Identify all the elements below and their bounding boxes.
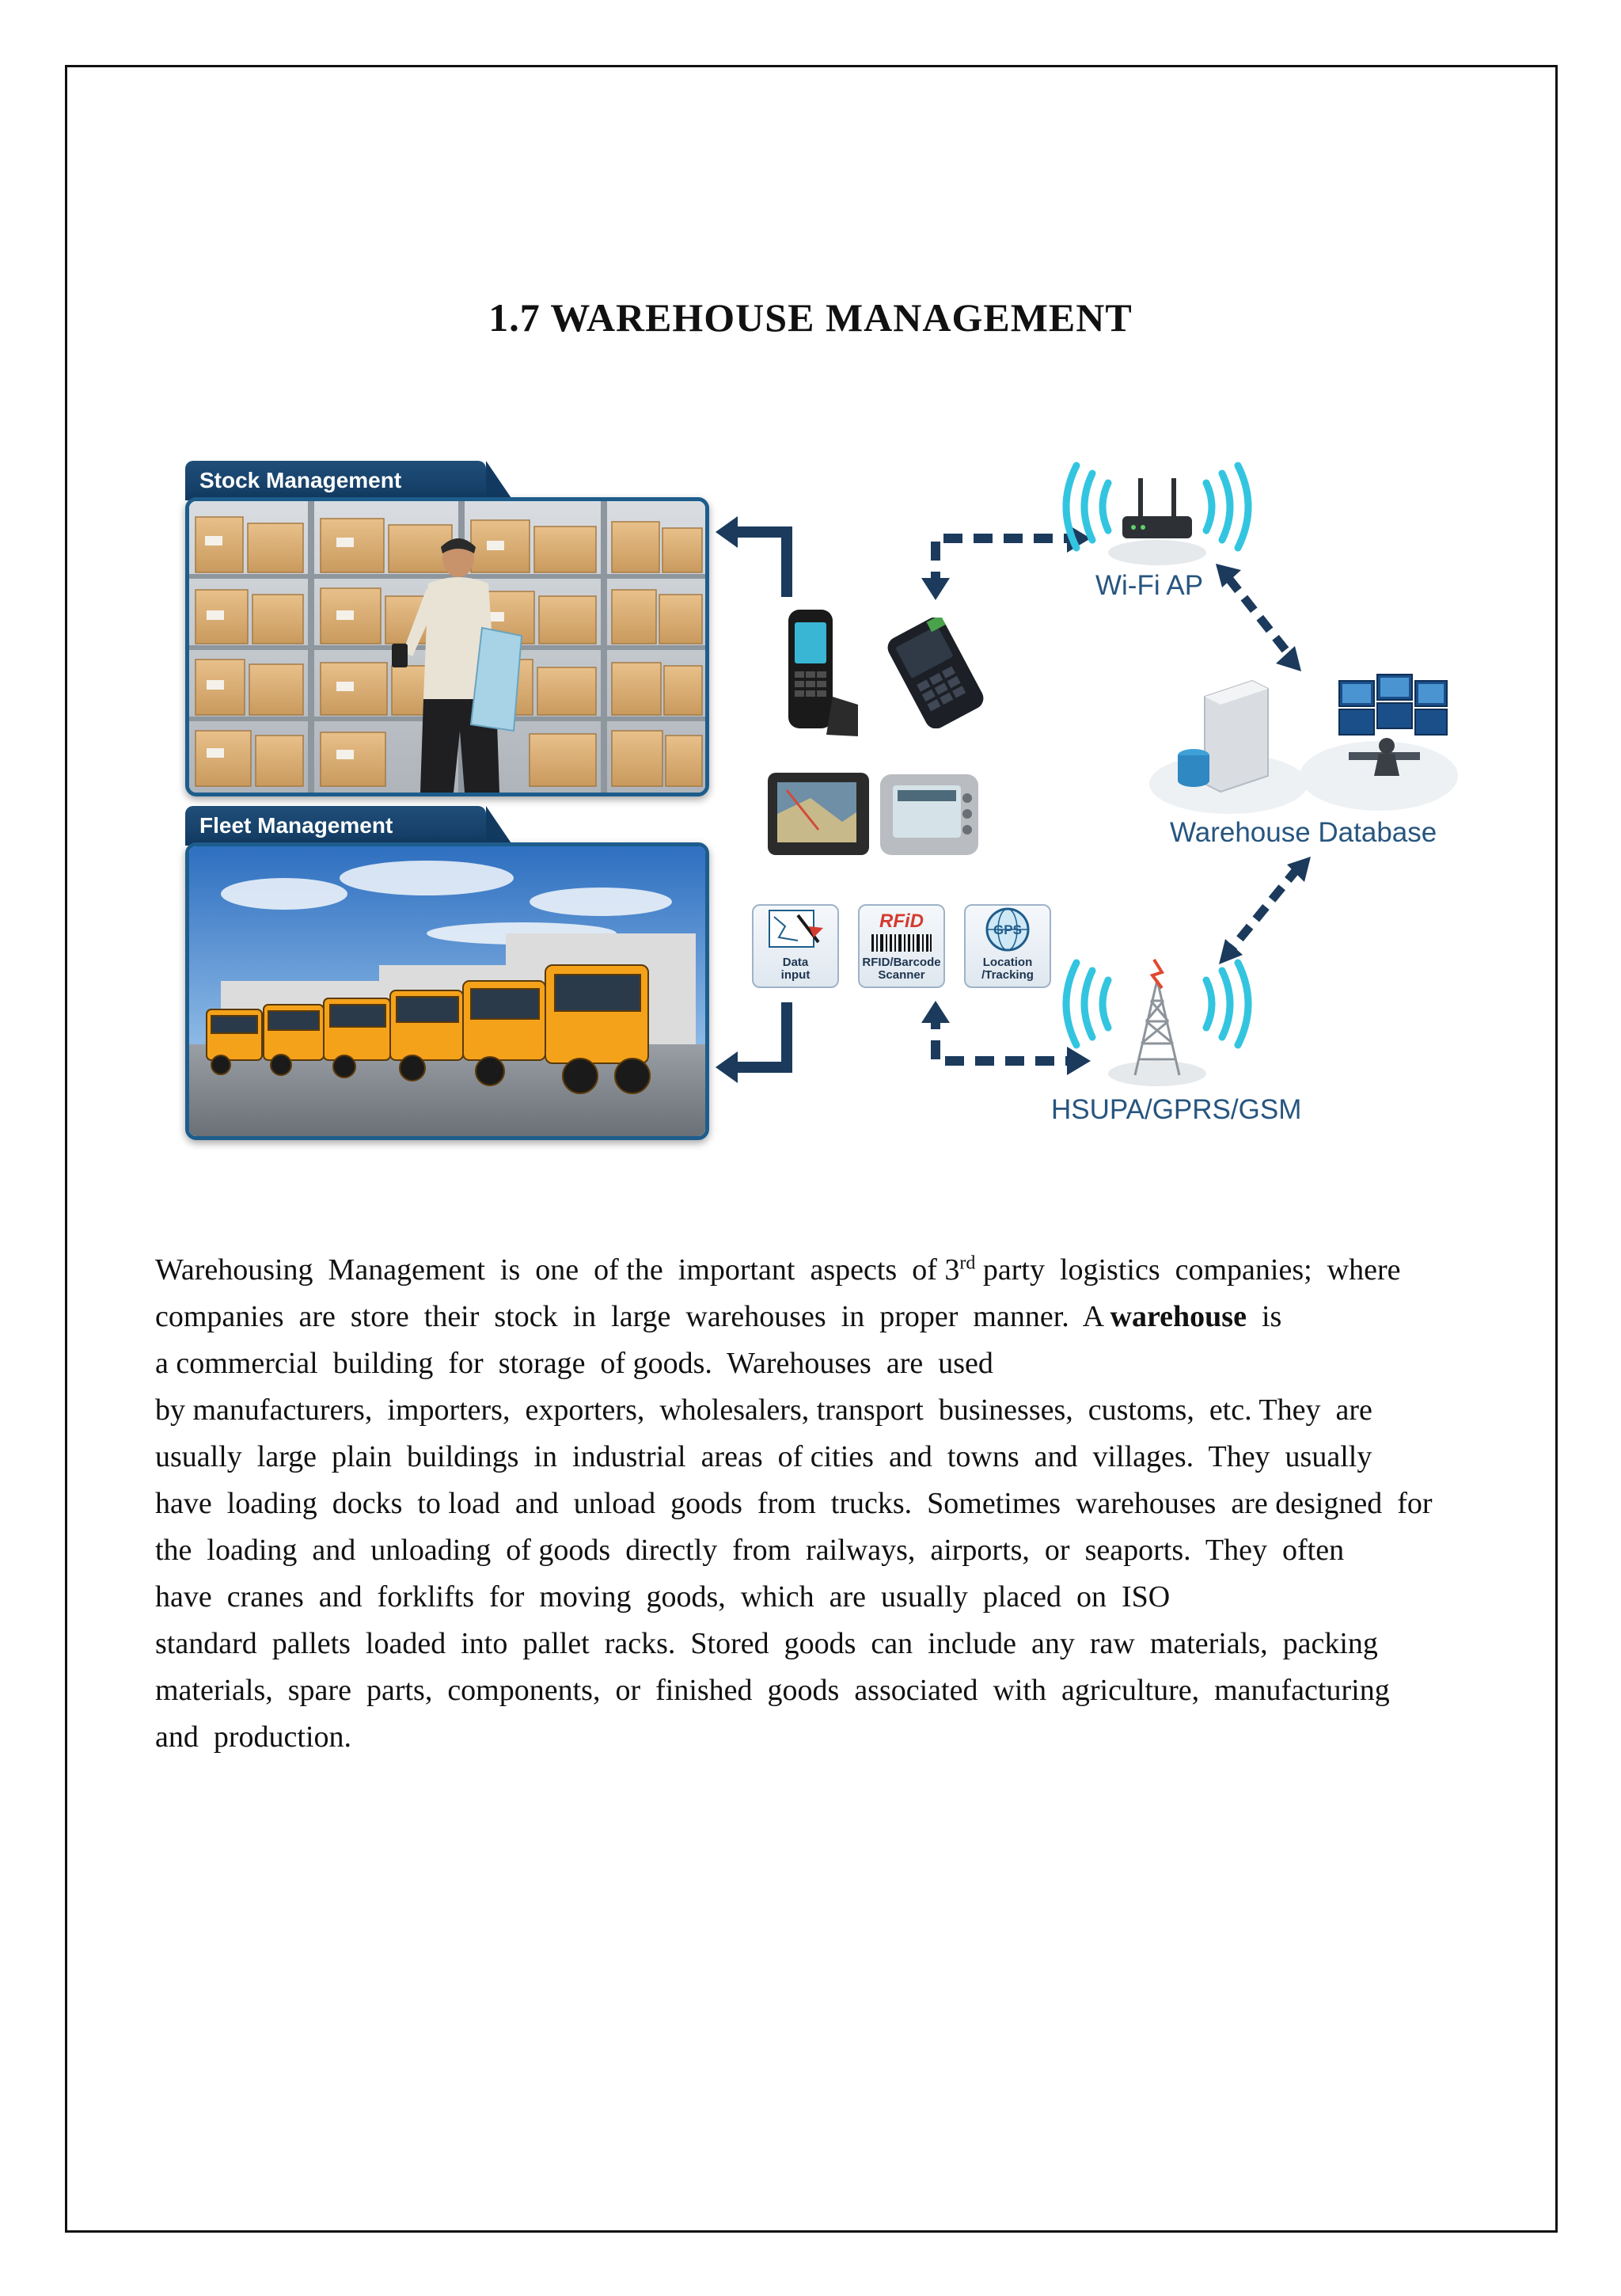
barcode-icon [870,933,933,953]
page-title: 1.7 WAREHOUSE MANAGEMENT [488,295,1133,340]
line-text: a commercial building for storage of goods. Warehouses are used [155,1347,993,1380]
wifi-router-icon [1062,451,1252,570]
line-text: companies are store their stock in large warehouses in proper manner. A [155,1300,1110,1333]
rfid-logo: RFiD [879,910,924,932]
line-text: the loading and unloading of goods directly from railways, airports, or seaports. They often [155,1534,1345,1567]
stock-management-photo [185,497,709,796]
line-text: and production. [155,1720,352,1754]
data-input-label: Data input [780,956,810,982]
location-tracking-tile [964,904,1051,988]
ordinal-superscript: rd [959,1253,976,1274]
paragraph-line [155,1247,1453,1294]
fleet-terminal-icon [874,766,985,861]
warehouse-database-icon [1141,657,1458,815]
warehouse-database-label: Warehouse Database [1170,817,1437,848]
line-text: is [1246,1300,1282,1333]
bold-term: warehouse [1110,1300,1247,1333]
trucks-illustration [189,846,705,1136]
wifi-ap-label: Wi-Fi AP [1095,570,1204,601]
stock-management-tab: Stock Management [185,461,486,500]
line-text: have cranes and forklifts for moving goods, which are usually placed on ISO [155,1580,1171,1614]
rfid-barcode-label: RFID/Barcode Scanner [862,956,941,982]
paragraph-line [155,1481,1453,1527]
data-input-icon [754,906,837,956]
gps-logo: GPS [993,922,1022,937]
mobile-pos-terminal-icon [872,618,999,728]
paragraph-line [155,1667,1453,1714]
paragraph-line [155,1434,1453,1481]
body-paragraph [155,1247,1453,1761]
warehouse-system-diagram [176,451,1474,1164]
arrow-to-stock [714,515,801,602]
vehicle-terminal-icon [763,766,874,861]
line-text: standard pallets loaded into pallet racks. Stored goods can include any raw materials, packing [155,1627,1378,1660]
fleet-management-photo [185,842,709,1140]
location-tracking-label: Location /Tracking [981,956,1034,982]
line-text: by manufacturers, importers, exporters, wholesalers, transport businesses, customs, etc. They are [155,1393,1372,1427]
dashed-arrow-wifi-database [1213,562,1308,673]
paragraph-line [155,1294,1453,1340]
paragraph-line [155,1574,1453,1621]
paragraph-line [155,1387,1453,1434]
paragraph-line [155,1340,1453,1387]
cellular-label: HSUPA/GPRS/GSM [1051,1094,1302,1125]
data-input-tile [752,904,839,988]
handheld-scanner-icon [771,602,874,744]
line-text: usually large plain buildings in industrial areas of cities and towns and villages. They usually [155,1440,1372,1473]
line-text: have loading docks to load and unload goods from trucks. Sometimes warehouses are designed for [155,1487,1433,1520]
rfid-barcode-tile [858,904,945,988]
paragraph-line [155,1714,1453,1761]
line-text: Warehousing Management is one of the important aspects of 3 [155,1253,960,1287]
cellular-tower-icon [1062,948,1252,1091]
gps-globe-icon [966,906,1050,953]
warehouse-shelves-illustration [189,501,705,793]
line-text: materials, spare parts, components, or finished goods associated with agriculture, manufacturing [155,1674,1390,1707]
paragraph-line [155,1621,1453,1667]
arrow-to-fleet [714,998,801,1085]
line-text: party logistics companies; where [975,1253,1401,1287]
fleet-management-tab: Fleet Management [185,806,486,846]
paragraph-line [155,1527,1453,1574]
